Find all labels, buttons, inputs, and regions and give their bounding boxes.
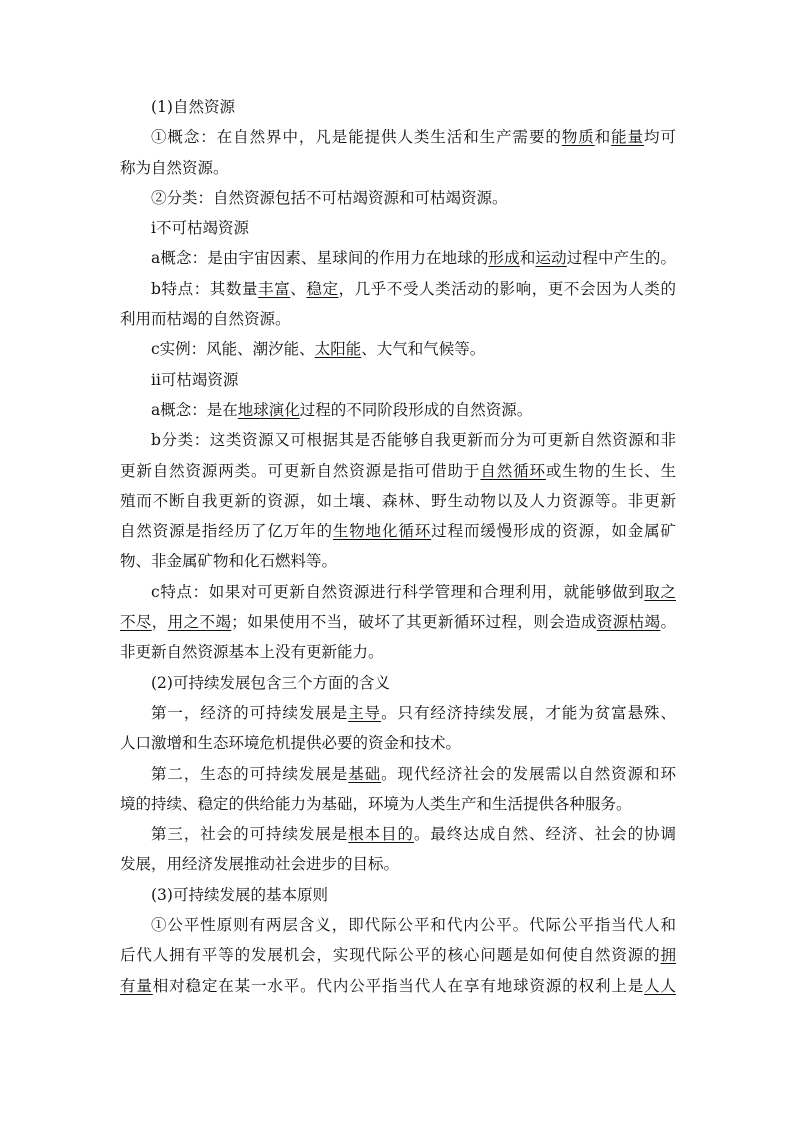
text-segment: ②分类：自然资源包括不可枯竭资源和可枯竭资源。 bbox=[151, 188, 508, 207]
underlined-term: 能量 bbox=[611, 128, 645, 147]
text-segment: 后代人拥有平等的发展机会，实现代际公平的核心问题是如何使自然资源的 bbox=[120, 946, 661, 965]
text-segment: 非更新自然资源基本上没有更新能力。 bbox=[120, 643, 384, 662]
text-line bbox=[120, 607, 676, 637]
text-segment: (1)自然资源 bbox=[151, 98, 235, 116]
text-segment: b特点：其数量 bbox=[151, 279, 259, 298]
text-segment: 第三，社会的可持续发展是 bbox=[151, 825, 349, 844]
text-segment: (2)可持续发展包含三个方面的含义 bbox=[151, 673, 390, 692]
text-line bbox=[120, 304, 676, 334]
text-line bbox=[120, 546, 676, 576]
text-segment: 过程中产生的。 bbox=[566, 249, 676, 268]
underlined-term: 根本目的 bbox=[348, 825, 414, 844]
underlined-term: 用之不竭 bbox=[167, 613, 232, 632]
text-segment: 。只有经济持续发展，才能为贫富悬殊、 bbox=[381, 703, 676, 722]
underlined-term: 自然循环 bbox=[480, 461, 546, 480]
underlined-term: 主导 bbox=[348, 703, 382, 722]
underlined-term: 有量 bbox=[120, 976, 153, 995]
text-line bbox=[120, 334, 676, 364]
text-segment: 、大气和气候等。 bbox=[361, 340, 486, 359]
text-segment: 过程而缓慢形成的资源，如金属矿 bbox=[431, 522, 676, 541]
underlined-term: 地球演化 bbox=[237, 400, 300, 419]
text-segment: a概念：是在 bbox=[151, 400, 238, 419]
text-segment: c实例：风能、潮汐能、 bbox=[151, 340, 315, 359]
text-line bbox=[120, 456, 676, 486]
underlined-term: 资源枯竭 bbox=[596, 613, 661, 632]
text-segment: ①公平性原则有两层含义，即代际公平和代内公平。代际公平指当代人和 bbox=[151, 916, 676, 935]
text-segment: 利用而枯竭的自然资源。 bbox=[120, 310, 291, 329]
text-line bbox=[120, 637, 676, 667]
text-segment: b分类：这类资源又可根据其是否能够自我更新而分为可更新自然资源和非 bbox=[151, 431, 676, 450]
underlined-term: 取之 bbox=[644, 582, 676, 601]
text-line bbox=[120, 698, 676, 728]
underlined-term: 不尽 bbox=[120, 613, 152, 632]
text-segment: 。现代经济社会的发展需以自然资源和环 bbox=[381, 764, 676, 783]
underlined-term: 人人 bbox=[644, 976, 676, 995]
text-line bbox=[120, 910, 676, 940]
text-segment: 和 bbox=[519, 249, 536, 268]
text-segment: 物、非金属矿物和化石燃料等。 bbox=[120, 552, 338, 571]
section-heading bbox=[120, 213, 676, 243]
document-page bbox=[120, 92, 676, 1001]
text-segment: ①概念：在自然界中，凡是能提供人类生活和生产需要的 bbox=[151, 128, 562, 147]
text-segment: 殖而不断自我更新的资源，如土壤、森林、野生动物以及人力资源等。非更新 bbox=[120, 491, 676, 510]
text-segment: 或生物的生长、生 bbox=[545, 461, 676, 480]
text-line bbox=[120, 759, 676, 789]
text-line bbox=[120, 577, 676, 607]
text-segment: ；如果使用不当，破坏了其更新循环过程，则会造成 bbox=[231, 613, 597, 632]
text-line bbox=[120, 395, 676, 425]
text-segment: ⅰ不可枯竭资源 bbox=[151, 219, 249, 238]
text-line bbox=[120, 849, 676, 879]
section-heading bbox=[120, 880, 676, 910]
text-line bbox=[120, 971, 676, 1001]
text-segment: 均可 bbox=[644, 128, 676, 147]
underlined-term: 太阳能 bbox=[314, 340, 362, 359]
text-line bbox=[120, 940, 676, 970]
text-segment: 。最终达成自然、经济、社会的协调 bbox=[413, 825, 676, 844]
text-segment: 称为自然资源。 bbox=[120, 158, 229, 177]
text-segment: a概念：是由宇宙因素、星球间的作用力在地球的 bbox=[151, 249, 489, 268]
text-line bbox=[120, 425, 676, 455]
text-line bbox=[120, 819, 676, 849]
underlined-term: 基础 bbox=[348, 764, 382, 783]
underlined-term: 形成 bbox=[488, 249, 520, 268]
text-segment: ⅱ可枯竭资源 bbox=[151, 370, 239, 389]
text-line bbox=[120, 153, 676, 183]
text-segment: ，几乎不受人类活动的影响，更不会因为人类的 bbox=[338, 279, 676, 298]
text-line bbox=[120, 789, 676, 819]
text-segment: 发展，用经济发展推动社会进步的目标。 bbox=[120, 855, 400, 874]
section-heading bbox=[120, 668, 676, 698]
text-segment: 和 bbox=[594, 128, 612, 147]
text-segment: 境的持续、稳定的供给能力为基础，环境为人类生产和生活提供各种服务。 bbox=[120, 794, 632, 813]
text-segment: 。 bbox=[660, 613, 676, 632]
section-heading bbox=[120, 365, 676, 395]
text-segment: 、 bbox=[290, 279, 307, 298]
underlined-term: 拥 bbox=[660, 946, 676, 965]
text-segment: 人口激增和生态环境危机提供必要的资金和技术。 bbox=[120, 734, 462, 753]
underlined-term: 丰富 bbox=[258, 279, 291, 298]
section-heading bbox=[120, 92, 676, 122]
text-segment: ， bbox=[151, 613, 168, 632]
text-line bbox=[120, 243, 676, 273]
underlined-term: 运动 bbox=[535, 249, 567, 268]
text-segment: 自然资源是指经历了亿万年的 bbox=[120, 522, 333, 541]
text-segment: (3)可持续发展的基本原则 bbox=[151, 885, 328, 904]
underlined-term: 生物地化循环 bbox=[332, 522, 432, 541]
text-segment: 第二，生态的可持续发展是 bbox=[151, 764, 349, 783]
text-segment: 更新自然资源两类。可更新自然资源是指可借助于 bbox=[120, 461, 481, 480]
text-line bbox=[120, 516, 676, 546]
text-segment: c特点：如果对可更新自然资源进行科学管理和合理利用，就能够做到 bbox=[151, 582, 645, 601]
underlined-term: 稳定 bbox=[306, 279, 339, 298]
text-line bbox=[120, 183, 676, 213]
text-line bbox=[120, 728, 676, 758]
text-line bbox=[120, 274, 676, 304]
text-segment: 第一，经济的可持续发展是 bbox=[151, 703, 349, 722]
underlined-term: 物质 bbox=[561, 128, 595, 147]
text-line bbox=[120, 122, 676, 152]
text-line bbox=[120, 486, 676, 516]
text-segment: 相对稳定在某一水平。代内公平指当代人在享有地球资源的权利上是 bbox=[152, 976, 645, 995]
text-segment: 过程的不同阶段形成的自然资源。 bbox=[299, 400, 533, 419]
